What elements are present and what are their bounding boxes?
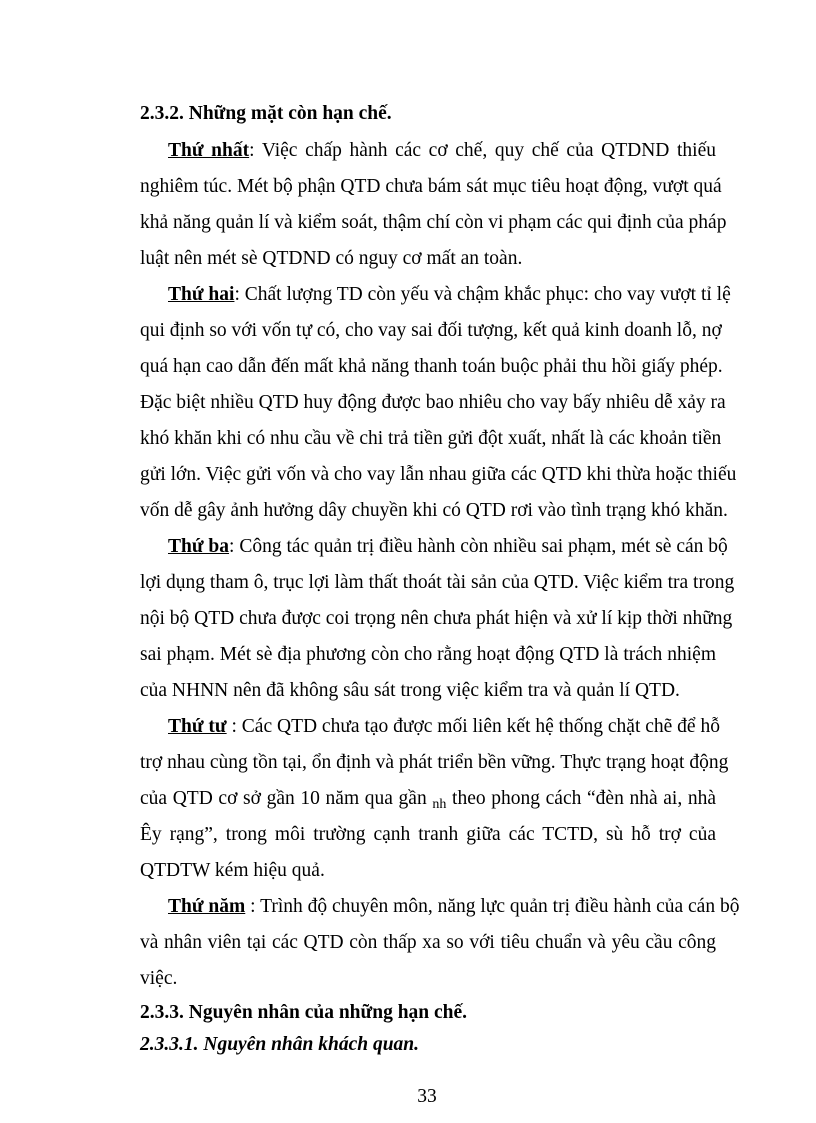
- section-heading-2-3-3: 2.3.3. Nguyên nhân của những hạn chế.: [140, 1002, 468, 1023]
- paragraph-4-line-3-part-b: theo phong cách “đèn nhà ai, nhà: [452, 788, 717, 809]
- paragraph-3-line-3: nội bộ QTD chưa được coi trọng nên chưa phát hiện và xử lí kịp thời những: [140, 608, 733, 629]
- paragraph-3-line-1-text: : Công tác quản trị điều hành còn nhiều sai phạm, mét sè cán bộ: [229, 536, 728, 557]
- paragraph-1-line-2: nghiêm túc. Mét bộ phận QTD chưa bám sát mục tiêu hoạt động, vượt quá: [140, 176, 722, 197]
- paragraph-4-line-1-text: : Các QTD chưa tạo được mối liên kết hệ thống chặt chẽ để hỗ: [226, 716, 720, 737]
- paragraph-1-lead: Thứ nhất: [168, 140, 250, 161]
- paragraph-2-line-1: [140, 283, 731, 307]
- paragraph-3-line-1: [140, 535, 728, 559]
- paragraph-4-line-2: trợ nhau cùng tồn tại, ổn định và phát triển bền vững. Thực trạng hoạt động: [140, 752, 729, 773]
- paragraph-4-lead: Thứ tư: [168, 716, 227, 737]
- paragraph-1-line-4: luật nên mét sè QTDND có nguy cơ mất an toàn.: [140, 248, 523, 269]
- subsection-heading-2-3-3-1: 2.3.3.1. Nguyên nhân khách quan.: [140, 1034, 420, 1055]
- paragraph-4-line-3-small: nh: [432, 797, 447, 812]
- paragraph-5-line-2: và nhân viên tại các QTD còn thấp xa so với tiêu chuẩn và yêu cầu công: [140, 932, 716, 953]
- page-number: 33: [417, 1086, 437, 1107]
- paragraph-2-lead: Thứ hai: [168, 284, 235, 305]
- paragraph-1-line-1: [140, 139, 716, 163]
- section-heading-2-3-2: 2.3.2. Những mặt còn hạn chế.: [140, 103, 392, 124]
- paragraph-1-line-3: khả năng quản lí và kiểm soát, thậm chí còn vi phạm các qui định của pháp: [140, 212, 727, 233]
- paragraph-5-line-1: [140, 895, 740, 919]
- paragraph-4-line-1: [140, 715, 720, 739]
- paragraph-5-line-3: việc.: [140, 968, 178, 989]
- paragraph-1-line-1-text: : Việc chấp hành các cơ chế, quy chế của QTDND thiếu: [249, 140, 716, 161]
- paragraph-2-line-6: gửi lớn. Việc gửi vốn và cho vay lẫn nhau giữa các QTD khi thừa hoặc thiếu: [140, 464, 737, 485]
- paragraph-5-lead: Thứ năm: [168, 896, 246, 917]
- paragraph-2-line-3: quá hạn cao dẫn đến mất khả năng thanh toán buộc phải thu hồi giấy phép.: [140, 356, 723, 377]
- paragraph-2-line-4: Đặc biệt nhiều QTD huy động được bao nhiêu cho vay bấy nhiêu dễ xảy ra: [140, 392, 726, 413]
- paragraph-2-line-5: khó khăn khi có nhu cầu về chi trả tiền gửi đột xuất, nhất là các khoản tiền: [140, 428, 722, 449]
- paragraph-4-line-5: QTDTW kém hiệu quả.: [140, 860, 325, 881]
- paragraph-3-line-2: lợi dụng tham ô, trục lợi làm thất thoát tài sản của QTD. Việc kiểm tra trong: [140, 572, 735, 593]
- paragraph-5-line-1-text: : Trình độ chuyên môn, năng lực quản trị điều hành của cán bộ: [245, 896, 740, 917]
- paragraph-4-line-3: [140, 787, 716, 813]
- paragraph-3-lead: Thứ ba: [168, 536, 230, 557]
- paragraph-2-line-7: vốn dễ gây ảnh hưởng dây chuyền khi có QTD rơi vào tình trạng khó khăn.: [140, 500, 728, 521]
- paragraph-3-line-5: của NHNN nên đã không sâu sát trong việc kiểm tra và quản lí QTD.: [140, 680, 680, 701]
- paragraph-2-line-1-text: : Chất lượng TD còn yếu và chậm khắc phục: cho vay vượt tỉ lệ: [234, 284, 731, 305]
- paragraph-4-line-3-part-a: của QTD cơ sở gần 10 năm qua gần: [140, 788, 427, 809]
- paragraph-4-line-4: Êy rạng”, trong môi trường cạnh tranh giữa các TCTD, sù hỗ trợ của: [140, 824, 716, 845]
- paragraph-3-line-4: sai phạm. Mét sè địa phương còn cho rằng hoạt động QTD là trách nhiệm: [140, 644, 716, 665]
- paragraph-2-line-2: qui định so với vốn tự có, cho vay sai đối tượng, kết quả kinh doanh lỗ, nợ: [140, 320, 722, 341]
